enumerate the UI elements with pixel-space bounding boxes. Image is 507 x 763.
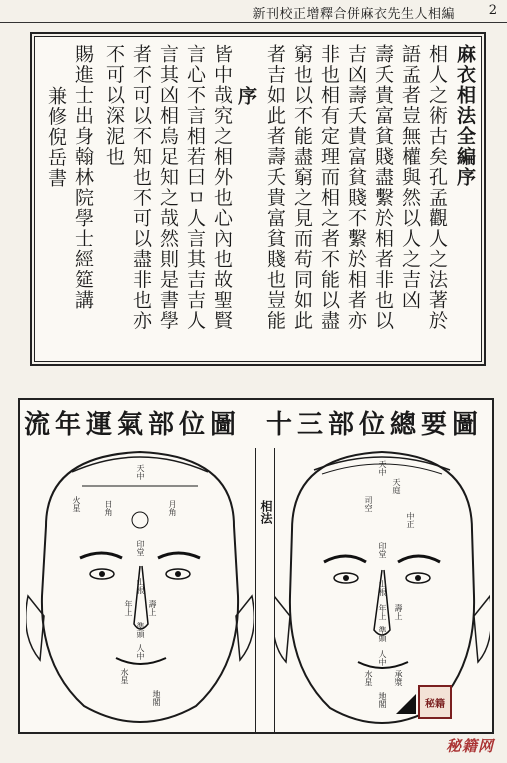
face-annotation: 山根 [378, 580, 387, 596]
preface-column: 者吉如此者壽夭貴富貧賤也豈能 [264, 44, 286, 331]
preface-column: 壽夭貴富貧賤盡繫於相者非也以 [372, 44, 394, 331]
page-number: 2 [488, 3, 497, 18]
face-annotation: 日角 [104, 500, 113, 516]
preface-page [30, 32, 486, 366]
seal-stamp: 秘籍 [418, 685, 452, 719]
preface-column: 窮也以不能盡窮之見而苟同如此 [291, 44, 313, 331]
face-annotation: 地閣 [378, 692, 387, 708]
corner-mark [396, 694, 416, 714]
preface-signature: 賜進士出身翰林院學士經筵講 [72, 44, 94, 311]
book-gutter [255, 448, 275, 732]
face-annotation: 月角 [168, 500, 177, 516]
face-annotation: 承漿 [394, 670, 403, 686]
face-annotation: 人中 [136, 644, 145, 660]
preface-signature: 兼修倪岳書 [45, 86, 67, 189]
face-annotation: 準頭 [136, 622, 145, 638]
face-annotation: 壽上 [394, 604, 403, 620]
face-annotation: 準頭 [378, 626, 387, 642]
right-diagram-title: 十三部位總要圖 [266, 410, 484, 440]
preface-column: 語孟者豈無權與然以人之吉凶 [399, 44, 421, 311]
face-annotation: 人中 [378, 650, 387, 666]
preface-column: 不可以深泥也 [103, 44, 125, 167]
face-annotation: 天中 [136, 464, 145, 480]
preface-column: 者不可以不知也不可以盡非也亦 [130, 44, 152, 331]
face-annotation: 印堂 [378, 542, 387, 558]
face-annotation: 水星 [364, 670, 373, 686]
preface-column: 皆中哉究之相外也心內也故聖賢 [211, 44, 233, 331]
face-annotation: 天中 [378, 460, 387, 476]
face-annotation: 山根 [136, 578, 145, 594]
preface-column: 吉凶壽夭貴富貧賤不繫於相者亦 [345, 44, 367, 331]
face-annotation: 水星 [120, 668, 129, 684]
face-annotation: 中正 [406, 512, 415, 528]
face-annotation: 印堂 [136, 540, 145, 556]
face-annotation: 地閣 [152, 690, 161, 706]
left-diagram-title: 流年運氣部位圖 [24, 410, 242, 440]
face-annotation: 年上 [378, 604, 387, 620]
face-annotation: 火星 [72, 496, 81, 512]
watermark-logo: 秘籍网 [446, 737, 495, 755]
preface-column: 非也相有定理而相之者不能以盡 [318, 44, 340, 331]
running-title: 新刊校正增釋合併麻衣先生人相編 [252, 7, 455, 22]
face-annotation: 壽上 [148, 600, 157, 616]
face-annotation: 年上 [124, 600, 133, 616]
preface-column: 相人之術古矣孔孟觀人之法著於 [426, 44, 448, 331]
physiognomy-diagrams [18, 398, 494, 734]
running-header [0, 0, 507, 23]
preface-column: 言其凶相烏足知之哉然則是書學 [157, 44, 179, 331]
preface-column: 言心不言相若曰ㅁ人言其吉吉人 [184, 44, 206, 331]
face-annotation: 天庭 [392, 478, 401, 494]
face-annotation: 司空 [364, 496, 373, 512]
gutter-label: 相法 [259, 500, 273, 524]
preface-section-mark: 序 [235, 86, 257, 107]
preface-title: 麻衣相法全編序 [454, 44, 476, 188]
